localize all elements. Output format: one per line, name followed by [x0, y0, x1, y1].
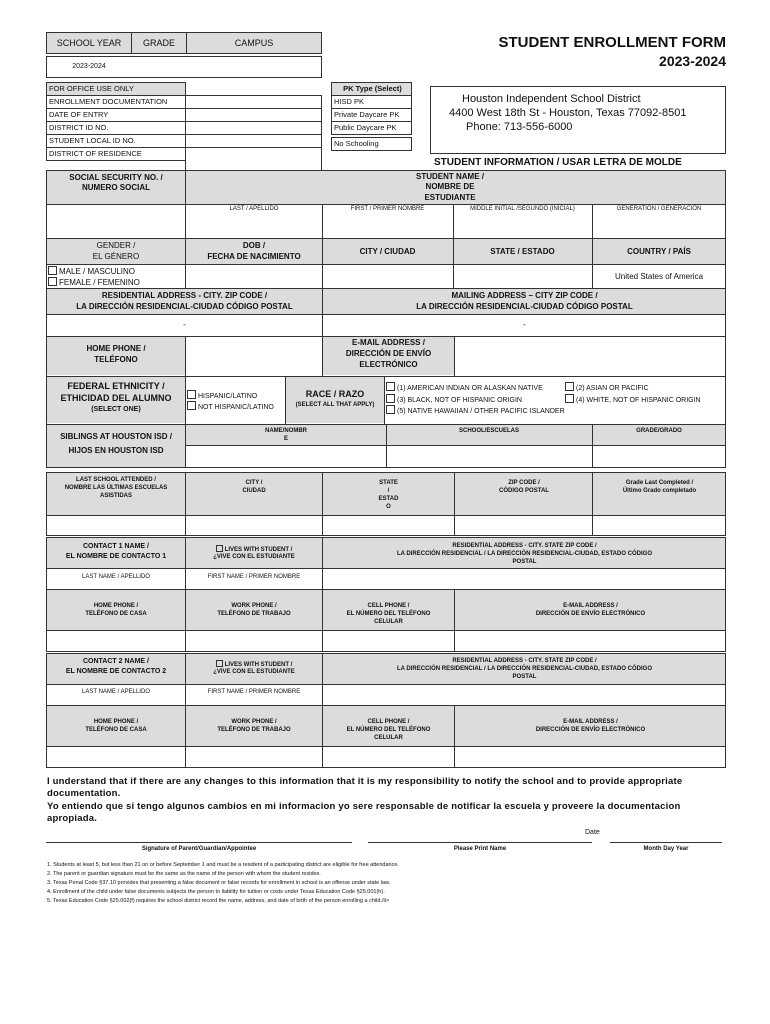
contact-2-email-input[interactable]	[455, 747, 725, 767]
contact-1-label-1: CONTACT 1 NAME /	[83, 543, 149, 550]
race-option-3[interactable]	[386, 394, 522, 404]
student-name-label-3: ESTUDIANTE	[424, 193, 476, 202]
residential-address-input[interactable]: -	[183, 320, 186, 329]
race-label-1: RACE / RAZO	[305, 389, 365, 399]
race-option-4-label: (4) WHITE, NOT OF HISPANIC ORIGIN	[576, 397, 701, 404]
district-of-residence-field[interactable]	[185, 147, 322, 171]
contact-2-address-label-3: POSTAL	[512, 674, 537, 680]
enrollment-documentation-field[interactable]	[185, 95, 322, 109]
last-school-name-input[interactable]	[47, 516, 184, 535]
contact-2-home-phone-input[interactable]	[47, 747, 184, 767]
contact-2-email-label-1: E-MAIL ADDRESS /	[563, 719, 618, 725]
pk-option-public[interactable]: Public Daycare PK	[331, 121, 412, 135]
office-row-label: ENROLLMENT DOCUMENTATION	[46, 95, 186, 109]
mailing-address-label-2: LA DIRECCIÓN RESIDENCIAL-CIUDAD CÓDIGO POSTAL	[416, 302, 633, 311]
contact-2-label-2: EL NOMBRE DE CONTACTO 2	[65, 668, 167, 675]
checkbox-icon[interactable]	[187, 401, 196, 410]
contact-1-cell-phone-input[interactable]	[323, 631, 453, 651]
race-option-2-label: (2) ASIAN OR PACIFIC	[576, 385, 649, 392]
last-school-grade-label-1: Grade Last Completed /	[625, 480, 694, 486]
race-option-4[interactable]	[565, 394, 701, 404]
last-name-sub-label: LAST / APELLIDO	[229, 206, 279, 212]
signature-label: Signature of Parent/Guardian/Appointee	[141, 846, 257, 852]
home-phone-input[interactable]	[186, 337, 321, 375]
office-row-label: DISTRICT ID NO.	[46, 121, 186, 135]
checkbox-icon[interactable]	[48, 277, 57, 286]
last-school-label-1: LAST SCHOOL ATTENDED /	[76, 477, 156, 483]
contact-1-email-label-1: E-MAIL ADDRESS /	[563, 603, 618, 609]
state-label: STATE / ESTADO	[490, 247, 555, 256]
district-id-field[interactable]	[185, 121, 322, 135]
email-label-1: E-MAIL ADDRESS /	[352, 338, 425, 347]
contact-2-cell-phone-input[interactable]	[323, 747, 453, 767]
contact-2-address-input[interactable]	[323, 685, 725, 704]
sibling-grade-input[interactable]	[593, 446, 725, 467]
contact-1-lives-with-option[interactable]	[186, 545, 322, 553]
race-option-2[interactable]	[565, 382, 649, 392]
contact-1-cell-phone-label-1: CELL PHONE /	[367, 603, 410, 609]
contact-1-address-label-2: LA DIRECCIÓN RESIDENCIAL / LA DIRECCIÓN RESIDENCIAL-CIUDAD, ESTADO CÓDIGO	[396, 551, 652, 557]
contact-2-work-phone-label-2: TELÉFONO DE TRABAJO	[217, 727, 291, 733]
contact-2-address-label-2: LA DIRECCIÓN RESIDENCIAL / LA DIRECCIÓN RESIDENCIAL-CIUDAD, ESTADO CÓDIGO	[396, 666, 652, 672]
race-option-1[interactable]	[386, 382, 543, 392]
race-label-2: (SELECT ALL THAT APPLY)	[295, 402, 375, 408]
gender-label-1: GENDER /	[96, 241, 136, 250]
last-school-city-label-1: CITY /	[245, 480, 263, 486]
sibling-school-input[interactable]	[387, 446, 591, 467]
last-school-city-input[interactable]	[186, 516, 321, 535]
school-year-value: 2023-2024	[72, 63, 106, 70]
contact-1-label-2: EL NOMBRE DE CONTACTO 1	[65, 553, 167, 560]
contact-1-home-phone-input[interactable]	[47, 631, 184, 651]
campus-label: CAMPUS	[234, 38, 274, 48]
checkbox-icon[interactable]	[386, 394, 395, 403]
contact-2-last-name-label: LAST NAME / APELLIDO	[82, 689, 150, 695]
student-name-label-2: NOMBRE DE	[425, 182, 475, 191]
date-of-entry-field[interactable]	[185, 108, 322, 122]
contact-1-address-label-3: POSTAL	[512, 559, 537, 565]
ssn-label-1: SOCIAL SECURITY NO. /	[69, 173, 163, 182]
statement-spanish: Yo entiendo que si tengo algunos cambios en mi informacion yo sere responsable de notificar la escuela y proveere la documentacion apropiada.	[47, 801, 681, 824]
contact-1-address-label-1: RESIDENTIAL ADDRESS - CITY. STATE ZIP CODE /	[452, 543, 597, 549]
pk-option-private[interactable]: Private Daycare PK	[331, 108, 412, 122]
contact-2-label-1: CONTACT 2 NAME /	[83, 658, 149, 665]
contact-2-work-phone-input[interactable]	[186, 747, 321, 767]
contact-2-email-label-2: DIRECCIÓN DE ENVÍO ELECTRÓNICO	[535, 727, 646, 733]
siblings-grade-label: GRADE/GRADO	[636, 428, 682, 434]
contact-1-lives-label-1: LIVES WITH STUDENT /	[224, 547, 293, 553]
school-year-label: SCHOOL YEAR	[56, 38, 122, 48]
month-day-year-label: Month Day Year	[643, 846, 689, 852]
siblings-name-label: NAME/NOMBR	[265, 428, 307, 434]
ethnicity-not-hispanic-option[interactable]	[187, 401, 274, 411]
last-school-grade-label-2: Último Grado completado	[622, 488, 697, 494]
race-option-5[interactable]	[386, 405, 565, 415]
gender-label-2: EL GÉNERO	[92, 252, 140, 261]
district-address: 4400 West 18th St - Houston, Texas 77092-8501	[449, 107, 687, 119]
email-input[interactable]	[455, 337, 725, 375]
residential-address-label-1: RESIDENTIAL ADDRESS - CITY. ZIP CODE /	[101, 291, 268, 300]
last-school-label-3: ASISTIDAS	[99, 493, 132, 499]
contact-2-lives-label-1: LIVES WITH STUDENT /	[224, 662, 293, 668]
last-school-zip-label-1: ZIP CODE /	[508, 480, 540, 486]
email-label-2: DIRECCIÓN DE ENVÍO	[345, 349, 432, 358]
contact-1-cell-phone-label-2: EL NÚMERO DEL TELÉFONO	[346, 611, 431, 617]
print-name-label: Please Print Name	[453, 846, 507, 852]
middle-initial-input[interactable]	[454, 214, 591, 237]
race-option-3-label: (3) BLACK, NOT OF HISPANIC ORIGIN	[397, 397, 522, 404]
last-school-state-label-3: ESTAD	[378, 496, 399, 502]
ssn-label-2: NUMERO SOCIAL	[82, 183, 150, 192]
ethnicity-label-3: (SELECT ONE)	[91, 406, 141, 413]
email-label-3: ELECTRÓNICO	[359, 360, 418, 369]
checkbox-icon[interactable]	[187, 390, 196, 399]
first-name-input[interactable]	[323, 214, 452, 237]
ethnicity-label-2: ETHICIDAD DEL ALUMNO	[60, 393, 172, 403]
gender-female-label: FEMALE / FEMENINO	[59, 278, 140, 287]
last-school-state-label-1: STATE	[379, 480, 398, 486]
checkbox-icon[interactable]	[216, 545, 223, 552]
contact-2-home-phone-label-1: HOME PHONE /	[93, 719, 139, 725]
ethnicity-hispanic-label: HISPANIC/LATINO	[198, 393, 258, 400]
contact-1-home-phone-label-2: TELÉFONO DE CASA	[85, 611, 147, 617]
contact-1-work-phone-label-2: TELÉFONO DE TRABAJO	[217, 611, 291, 617]
contact-2-cell-phone-label-2: EL NÚMERO DEL TELÉFONO	[346, 727, 431, 733]
print-name-input[interactable]	[368, 828, 592, 842]
last-school-city-label-2: CIUDAD	[242, 488, 266, 494]
generation-sub-label: GENERATION / GENERACIÓN	[616, 206, 702, 212]
ethnicity-label-1: FEDERAL ETHNICITY /	[67, 381, 165, 391]
footnote: 3. Texas Penal Code §37.10 provides that presenting a false document or false records for enrollment in school is an offense under state law.	[47, 880, 391, 886]
office-row-label: DISTRICT OF RESIDENCE	[46, 147, 186, 161]
dob-label-1: DOB /	[242, 241, 266, 250]
last-school-grade-input[interactable]	[593, 516, 725, 535]
signature-input[interactable]	[46, 828, 352, 842]
pk-type-title: PK Type (Select)	[331, 82, 412, 96]
last-school-state-label-2: /	[387, 488, 390, 494]
footnote: 4. Enrollment of the child under false documents subjects the person to liability for tuition or costs under Texas Education Code §25.001(h).	[47, 889, 385, 895]
student-local-id-field[interactable]	[185, 134, 322, 148]
date-label: Date	[585, 829, 600, 836]
city-label: CITY / CIUDAD	[359, 247, 416, 256]
last-school-label-2: NOMBRE LAS ÚLTIMAS ESCUELAS	[64, 485, 168, 491]
form-title: STUDENT ENROLLMENT FORM	[498, 34, 726, 51]
gender-male-label: MALE / MASCULINO	[59, 267, 136, 276]
contact-1-email-input[interactable]	[455, 631, 725, 651]
gender-male-option[interactable]	[48, 266, 135, 276]
contact-2-lives-label-2: ¿VIVE CON EL ESTUDIANTE	[213, 669, 295, 675]
contact-1-cell-phone-label-3: CELULAR	[374, 619, 403, 625]
middle-initial-sub-label: MIDDLE INITIAL /SEGUNDO (INICIAL)	[470, 206, 575, 212]
residential-address-label-2: LA DIRECCIÓN RESIDENCIAL-CIUDAD CÓDIGO POSTAL	[76, 302, 293, 311]
gender-female-option[interactable]	[48, 277, 140, 287]
contact-1-work-phone-label-1: WORK PHONE /	[231, 603, 277, 609]
contact-2-address-label-1: RESIDENTIAL ADDRESS - CITY. STATE ZIP CODE /	[452, 658, 597, 664]
checkbox-icon[interactable]	[48, 266, 57, 275]
siblings-school-label: SCHOOL/ESCUELAS	[458, 428, 519, 434]
date-input[interactable]	[610, 828, 722, 842]
contact-1-email-label-2: DIRECCIÓN DE ENVÍO ELECTRÓNICO	[535, 611, 646, 617]
state-input[interactable]	[454, 265, 591, 287]
checkbox-icon[interactable]	[386, 405, 395, 414]
office-use-title: FOR OFFICE USE ONLY	[46, 82, 186, 96]
last-school-zip-label-2: CÓDIGO POSTAL	[499, 488, 549, 494]
pk-option-hisd[interactable]: HISD PK	[331, 95, 412, 109]
race-option-1-label: (1) AMERICAN INDIAN OR ALASKAN NATIVE	[397, 385, 543, 392]
home-phone-label-2: TELÉFONO	[94, 355, 138, 364]
checkbox-icon[interactable]	[565, 382, 574, 391]
contact-2-home-phone-label-2: TELÉFONO DE CASA	[85, 727, 147, 733]
footnote: 5. Texas Education Code §25.002(f) requires the school district record the name, address, and date of birth of the person enrolling a child./li>	[47, 898, 390, 904]
race-option-5-label: (5) NATIVE HAWAIIAN / OTHER PACIFIC ISLANDER	[397, 408, 565, 415]
siblings-label-2: HIJOS EN HOUSTON ISD	[68, 446, 164, 455]
contact-1-home-phone-label-1: HOME PHONE /	[93, 603, 139, 609]
dob-label-2: FECHA DE NACIMIENTO	[207, 252, 301, 261]
footnote: 2. The parent or guardian signature must be the same as the name of the person with whom the student resides.	[47, 871, 321, 877]
student-name-label-1: STUDENT NAME /	[416, 172, 484, 181]
sibling-name-input[interactable]	[186, 446, 385, 467]
student-info-title: STUDENT INFORMATION / USAR LETRA DE MOLDE	[434, 157, 682, 168]
last-name-input[interactable]	[186, 214, 321, 237]
race-label-bg	[286, 377, 384, 423]
siblings-label-1: SIBLINGS AT HOUSTON ISD /	[60, 432, 172, 441]
checkbox-icon[interactable]	[565, 394, 574, 403]
statement-english: I understand that if there are any changes to this information that it is my responsibility to notify the school and to provide appropriate documentation.	[47, 776, 683, 799]
contact-1-last-name-label: LAST NAME / APELLIDO	[82, 574, 150, 580]
checkbox-icon[interactable]	[216, 660, 223, 667]
district-phone: Phone: 713-556-6000	[466, 121, 573, 133]
home-phone-label-1: HOME PHONE /	[86, 344, 146, 353]
last-school-zip-input[interactable]	[455, 516, 591, 535]
office-row-label: STUDENT LOCAL ID NO.	[46, 134, 186, 148]
contact-2-work-phone-label-1: WORK PHONE /	[231, 719, 277, 725]
ssn-input[interactable]	[47, 205, 184, 237]
contact-2-lives-with-option[interactable]	[186, 660, 322, 668]
first-name-sub-label: FIRST / PRIMER NOMBRE	[350, 206, 425, 212]
mailing-address-label-1: MAILING ADDRESS – CITY ZIP CODE /	[451, 291, 598, 300]
last-school-state-input[interactable]	[323, 516, 453, 535]
contact-1-work-phone-input[interactable]	[186, 631, 321, 651]
office-row-label: DATE OF ENTRY	[46, 108, 186, 122]
city-input[interactable]	[323, 265, 452, 287]
contact-1-lives-label-2: ¿VIVE CON EL ESTUDIANTE	[213, 554, 295, 560]
ethnicity-hispanic-option[interactable]	[187, 390, 257, 400]
ethnicity-not-hispanic-label: NOT HISPANIC/LATINO	[198, 404, 274, 411]
pk-option-no-schooling[interactable]: No Schooling	[331, 137, 412, 151]
contact-2-cell-phone-label-1: CELL PHONE /	[367, 719, 410, 725]
contact-1-first-name-label: FIRST NAME / PRIMER NOMBRE	[207, 574, 301, 580]
mailing-address-input[interactable]: -	[523, 320, 526, 329]
grade-label: GRADE	[142, 38, 175, 48]
district-name: Houston Independent School District	[462, 93, 641, 105]
checkbox-icon[interactable]	[386, 382, 395, 391]
footnote: 1. Students at least 5, but less than 21 on or before September 1 and must be a resident of a participating district are eligible for free attendance.	[47, 862, 399, 868]
country-value[interactable]: United States of America	[614, 272, 704, 281]
siblings-name-label-2: E	[283, 436, 288, 442]
country-label: COUNTRY / PAÍS	[627, 247, 691, 256]
last-school-state-label-4: O	[386, 504, 391, 510]
contact-2-cell-phone-label-3: CELULAR	[374, 735, 403, 741]
form-year: 2023-2024	[659, 53, 726, 69]
generation-input[interactable]	[593, 214, 725, 237]
dob-input[interactable]	[186, 265, 321, 287]
contact-2-first-name-label: FIRST NAME / PRIMER NOMBRE	[207, 689, 301, 695]
contact-1-address-input[interactable]	[323, 569, 725, 588]
